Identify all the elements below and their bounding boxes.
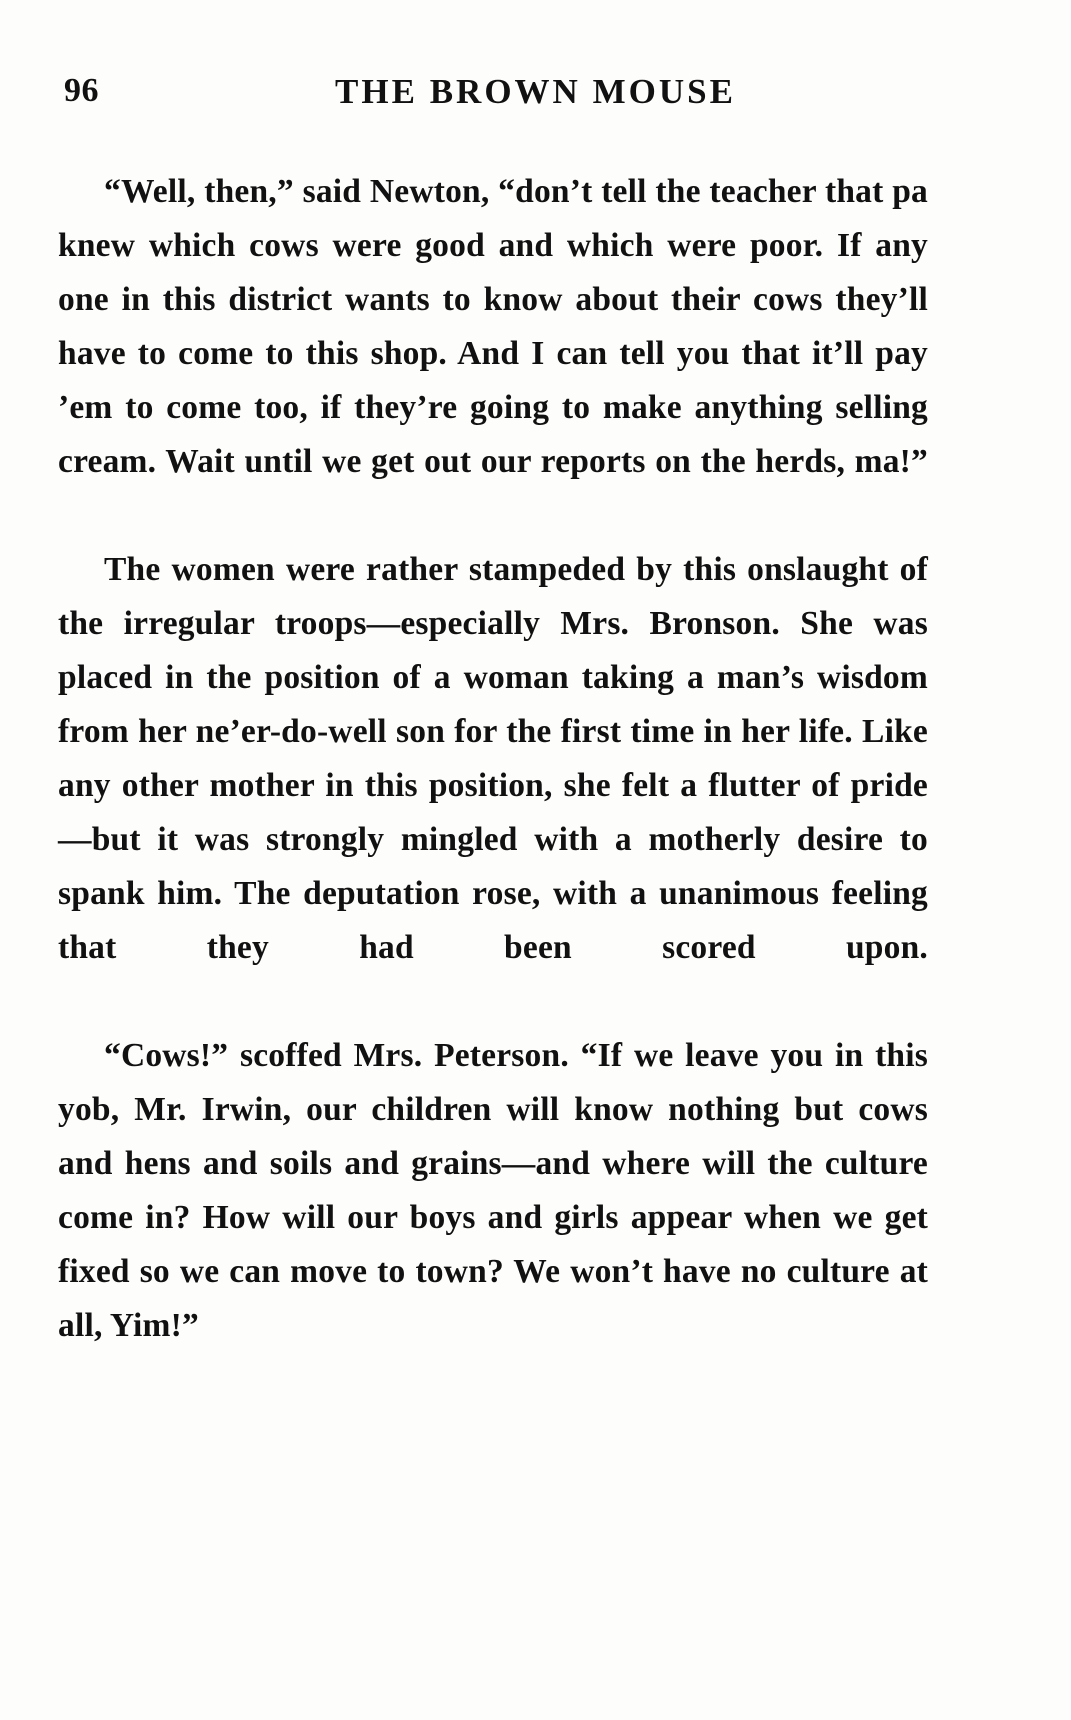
paragraph: The women were rather stampeded by this onslaught of the irregular troops—especially Mrs. Bronson. She was placed in the position of a woman taking a man’s wisdom from her ne’er-do-well son for the first time in her life. Like any other mother in this position, she felt a flutter of pride—but it was strongly mingled with a motherly desire to spank him. The deputation rose, with a unanimous feeling that they had been scored upon. <box>58 551 928 966</box>
paragraph: “Well, then,” said Newton, “don’t tell the teacher that pa knew which cows were good and which were poor. If any one in this district wants to know about their cows they’ll have to come to this shop. And I can tell you that it’ll pay ’em to come too, if they’re going to make anything selling cream. Wait until we get out our reports on the herds, ma!” <box>58 173 928 480</box>
paragraph: “Cows!” scoffed Mrs. Peterson. “If we leave you in this yob, Mr. Irwin, our children will know nothing but cows and hens and soils and grains—and where will the culture come in? How will our boys and girls appear when we get fixed so we can move to town? We won’t have no culture at all, Yim!” <box>58 1037 928 1344</box>
page-number: 96 <box>64 72 99 109</box>
body-text <box>58 165 928 1353</box>
page-header <box>60 72 1011 120</box>
running-title: THE BROWN MOUSE <box>335 72 736 111</box>
